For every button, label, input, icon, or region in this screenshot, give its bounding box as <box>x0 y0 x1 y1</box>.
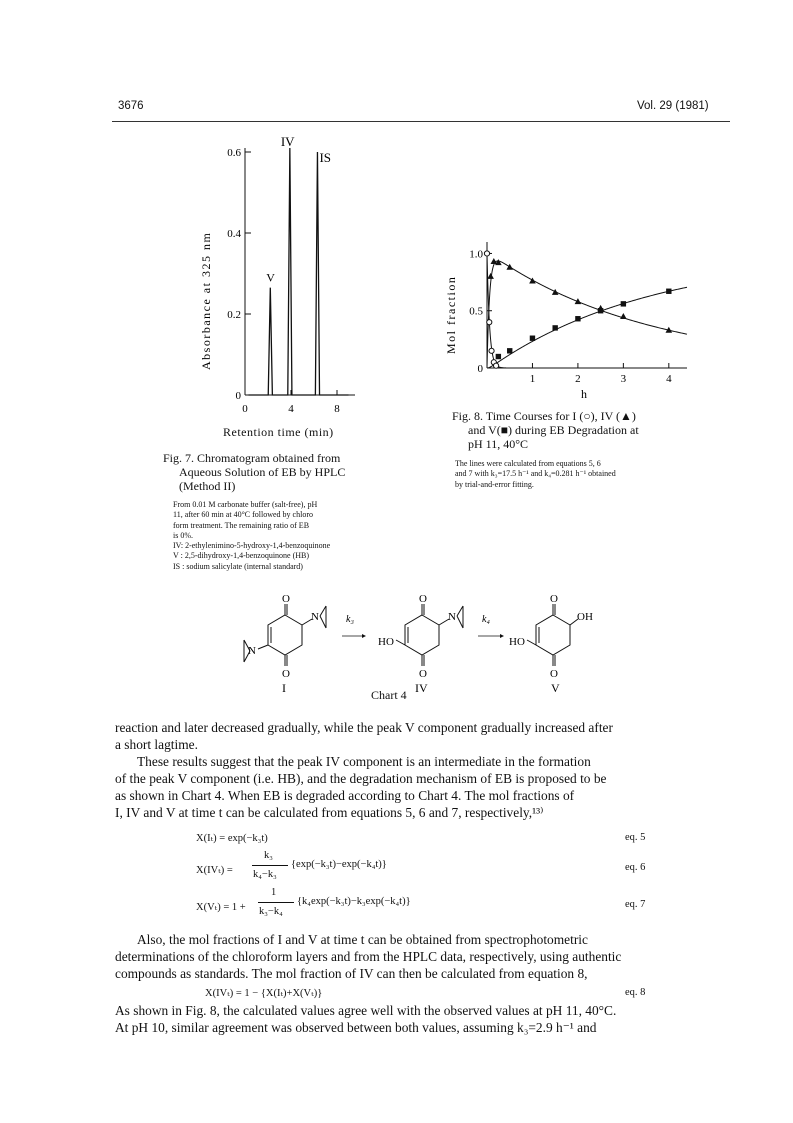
fig7-caption-line: Aqueous Solution of EB by HPLC <box>179 465 346 479</box>
fig8-point-V <box>621 301 626 306</box>
fig8-point-I <box>493 363 498 368</box>
fig8-point-I <box>484 251 489 256</box>
fig7-peak-label-iv: IV <box>280 133 295 149</box>
fig7-peak-label-v: V <box>266 270 275 285</box>
fig8-chart <box>435 232 695 402</box>
fig7-note-line: IV: 2-ethylenimino-5-hydroxy-1,4-benzoquinone <box>173 541 331 551</box>
fig7-note-line: IS : sodium salicylate (internal standard) <box>173 561 303 571</box>
volume-label: Vol. 29 (1981) <box>637 100 709 112</box>
compound-I-nitrogen-1: N <box>311 611 319 623</box>
fig7-xlabel: Retention time (min) <box>223 425 334 439</box>
paragraph-1-line: reaction and later decreased gradually, while the peak V component gradually increased after <box>115 720 613 735</box>
compound-V-oxygen-top: O <box>550 593 558 605</box>
arrow-k3-head <box>362 634 366 638</box>
compound-I-oxygen-top: O <box>282 593 290 605</box>
page-number: 3676 <box>118 100 144 112</box>
equation-6-numerator: k₃ <box>264 850 273 861</box>
paragraph-1-line: a short lagtime. <box>115 737 198 752</box>
label-compound-IV: IV <box>415 681 428 695</box>
label-compound-I: I <box>282 681 286 695</box>
fig8-caption-line: Fig. 8. Time Courses for I (○), IV (▲) <box>452 409 636 423</box>
equation-8-tag: eq. 8 <box>625 987 646 998</box>
paragraph-2-line: of the peak V component (i.e. HB), and the degradation mechanism of EB is proposed to be <box>115 771 607 786</box>
fig8-point-IV <box>506 264 513 270</box>
fig7-y-tick-label: 0.6 <box>227 147 241 159</box>
fig8-x-tick-label: 1 <box>529 373 536 385</box>
equation-7-fraction-bar <box>258 902 294 903</box>
fig8-curve-I <box>487 253 687 368</box>
fig8-note-line: by trial-and-error fitting. <box>455 479 534 489</box>
fig7-caption-line: (Method II) <box>179 479 236 493</box>
fig7-chromatogram-trace <box>248 148 348 395</box>
fig8-y-tick-label: 0.5 <box>469 305 483 318</box>
paragraph-3-line: compounds as standards. The mol fraction of IV can then be calculated from equation 8, <box>115 966 588 981</box>
equation-5-tag: eq. 5 <box>625 832 646 843</box>
fig7-x-tick-label: 0 <box>242 403 248 415</box>
equation-6-tag: eq. 6 <box>625 862 646 873</box>
compound-IV-oxygen-top: O <box>419 593 427 605</box>
fig8-caption-line: pH 11, 40°C <box>468 437 529 451</box>
fig8-note-line: and 7 with k₃=17.5 h⁻¹ and k₄=0.281 h⁻¹ obtained <box>455 469 616 479</box>
fig7-note-line: form treatment. The remaining ratio of EB <box>173 520 310 530</box>
chart4-scheme <box>230 588 610 703</box>
fig8-x-tick-label: 3 <box>620 373 627 385</box>
fig7-x-tick-label: 4 <box>288 403 294 415</box>
fig8-point-IV <box>487 273 494 279</box>
equation-7-numerator: 1 <box>271 887 277 898</box>
compound-V-hydroxyl-right: OH <box>577 611 593 623</box>
fig8-x-tick-label: 2 <box>575 373 581 385</box>
fig7-chart <box>190 130 370 450</box>
fig7-y-tick-label: 0 <box>235 390 241 402</box>
fig8-caption-line: and V(■) during EB Degradation at <box>468 423 639 437</box>
label-k3: k₃ <box>346 614 354 625</box>
equation-6-fraction-bar <box>252 865 288 866</box>
fig8-note-line: The lines were calculated from equations 5, 6 <box>455 459 601 468</box>
fig8-point-I <box>489 348 494 353</box>
label-k4: k₄ <box>482 614 490 625</box>
paragraph-2-line: These results suggest that the peak IV component is an intermediate in the formation <box>137 754 591 769</box>
fig8-point-IV <box>620 313 627 319</box>
fig8-note <box>455 459 616 490</box>
fig7-y-tick-label: 0.4 <box>227 228 241 240</box>
equation-6-lhs: X(IVₜ) = <box>196 865 233 876</box>
fig7-axes <box>245 148 355 395</box>
compound-I-nitrogen-2: N <box>248 645 256 657</box>
paragraph-2-line: as shown in Chart 4. When EB is degraded according to Chart 4. The mol fractions of <box>115 788 575 803</box>
fig8-caption <box>452 409 639 451</box>
fig8-xlabel: h <box>581 387 587 401</box>
equation-6-denominator: k₄−k₃ <box>253 869 277 880</box>
fig7-note <box>173 500 330 572</box>
fig7-note-line: V : 2,5-dihydroxy-1,4-benzoquinone (HB) <box>173 551 310 561</box>
fig8-fitted-curves <box>487 253 687 368</box>
fig7-y-tick-label: 0.2 <box>227 309 241 321</box>
compound-V-hydroxyl-left: HO <box>509 636 525 648</box>
equation-7-denominator: k₃−k₄ <box>259 906 283 917</box>
equation-6-rhs: {exp(−k₃t)−exp(−k₄t)} <box>291 859 387 870</box>
arrow-k4-head <box>500 634 504 638</box>
compound-V-oxygen-bottom: O <box>550 668 558 680</box>
compound-I-oxygen-bottom: O <box>282 668 290 680</box>
fig7-peak-label-is: IS <box>319 150 332 165</box>
label-compound-V: V <box>551 681 560 695</box>
fig8-tick-labels <box>469 248 672 385</box>
fig8-point-V <box>575 316 580 321</box>
fig7-caption-line: Fig. 7. Chromatogram obtained from <box>163 451 341 465</box>
fig7-caption <box>163 451 345 493</box>
fig7-ylabel: Absorbance at 325 nm <box>199 231 213 370</box>
fig8-curve-IV <box>487 261 687 368</box>
equation-7-lhs: X(Vₜ) = 1 + <box>196 902 246 913</box>
fig8-point-IV <box>552 289 559 295</box>
fig7-note-line: 11, after 60 min at 40°C followed by chloro <box>173 510 313 520</box>
fig8-point-V <box>530 336 535 341</box>
paragraph-2-line: I, IV and V at time t can be calculated from equations 5, 6 and 7, respectively,¹³⁾ <box>115 805 544 820</box>
fig8-ylabel: Mol fraction <box>444 275 458 354</box>
chart4-caption: Chart 4 <box>371 688 407 702</box>
fig8-point-V <box>552 325 557 330</box>
fig7-note-line: From 0.01 M carbonate buffer (salt-free), pH <box>173 500 318 509</box>
paragraph-4-line: At pH 10, similar agreement was observed between both values, assuming k₃=2.9 h⁻¹ and <box>115 1020 597 1035</box>
fig8-point-I <box>487 320 492 325</box>
header-rule <box>112 121 730 122</box>
fig8-point-V <box>598 308 603 313</box>
equation-7-rhs: {k₄exp(−k₃t)−k₃exp(−k₄t)} <box>297 896 411 907</box>
compound-IV-oxygen-bottom: O <box>419 668 427 680</box>
fig8-point-V <box>507 348 512 353</box>
equation-7-tag: eq. 7 <box>625 899 646 910</box>
paragraph-3-line: determinations of the chloroform layers and from the HPLC data, respectively, using authentic <box>115 949 622 964</box>
compound-V-structure <box>527 604 578 666</box>
fig7-x-tick-label: 8 <box>334 403 340 415</box>
equation-8: X(IVₜ) = 1 − {X(Iₜ)+X(Vₜ)} <box>205 988 323 999</box>
fig8-point-V <box>496 354 501 359</box>
paragraph-3-line: Also, the mol fractions of I and V at time t can be obtained from spectrophotometric <box>137 932 588 947</box>
fig8-x-tick-label: 4 <box>666 373 672 385</box>
fig8-y-tick-label: 0 <box>477 363 483 375</box>
compound-IV-hydroxyl: HO <box>378 636 394 648</box>
fig8-y-tick-label: 1.0 <box>469 248 483 261</box>
paragraph-4-line: As shown in Fig. 8, the calculated values agree well with the observed values at pH 11, 40°C. <box>115 1003 617 1018</box>
equation-5: X(Iₜ) = exp(−k₃t) <box>196 833 268 844</box>
compound-IV-nitrogen: N <box>448 611 456 623</box>
fig7-tick-labels <box>227 147 340 415</box>
fig7-note-line: is 0%. <box>173 530 193 540</box>
fig8-point-V <box>666 289 671 294</box>
